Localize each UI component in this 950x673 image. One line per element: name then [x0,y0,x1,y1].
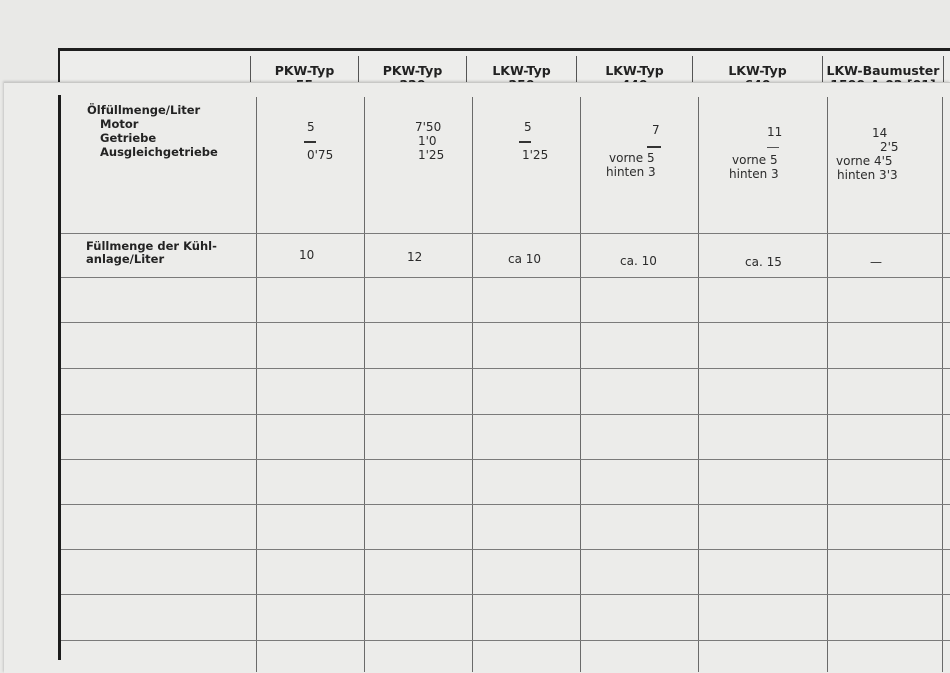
baumuster-gearbox-value: 2'5 [880,140,899,154]
grid-hline [61,277,950,278]
grid-hline [61,414,950,415]
lkw640-gearbox-dash [767,147,779,148]
pkw55-motor-value: 5 [307,120,315,134]
table-body-sheet [4,82,950,673]
oil-motor-label: Motor [100,117,139,131]
grid-hline [61,233,950,234]
grid-vline [580,97,581,672]
baumuster-diff-rear: hinten 3'3 [837,168,898,182]
pkw220-gearbox-value: 1'0 [418,134,437,148]
grid-vline [698,97,699,672]
pkw220-motor-value: 7'50 [415,120,442,134]
coolant-lkw250: ca 10 [508,252,542,266]
pkw220-differential-value: 1'25 [418,148,445,162]
grid-vline [364,97,365,672]
oil-gearbox-label: Getriebe [100,131,157,145]
oil-quantity-title: Ölfüllmenge/Liter [87,103,201,117]
coolant-pkw55: 10 [299,248,315,262]
lkw640-diff-rear: hinten 3 [729,167,779,181]
grid-hline [61,322,950,323]
coolant-quantity-title: Füllmenge der Kühl- [86,239,217,253]
pkw55-gearbox-dash [304,141,316,143]
grid-hline [61,368,950,369]
lkw250-differential-value: 1'25 [522,148,549,162]
table-left-border [58,95,61,660]
lkw440-diff-front: vorne 5 [609,151,655,165]
header-type: LKW-Baumuster [826,63,940,78]
grid-hline [61,640,950,641]
baumuster-motor-value: 14 [872,126,888,140]
header-type: LKW-Typ [728,63,787,78]
grid-hline [61,459,950,460]
coolant-quantity-unit: anlage/Liter [86,252,165,266]
lkw640-diff-front: vorne 5 [732,153,778,167]
pkw55-differential-value: 0'75 [307,148,334,162]
coolant-baumuster: — [870,255,882,269]
lkw640-motor-value: 11 [767,125,783,139]
grid-hline [61,504,950,505]
coolant-lkw440: ca. 10 [620,254,657,268]
header-type: LKW-Typ [492,63,551,78]
coolant-lkw640: ca. 15 [745,255,782,269]
lkw250-motor-value: 5 [524,120,532,134]
lkw440-gearbox-dash [647,146,661,148]
grid-hline [61,594,950,595]
baumuster-diff-front: vorne 4'5 [836,154,893,168]
grid-hline [61,549,950,550]
grid-vline [256,97,257,672]
lkw250-gearbox-dash [519,141,531,143]
header-type: PKW-Typ [274,63,335,78]
header-type: PKW-Typ [382,63,443,78]
grid-vline [472,97,473,672]
grid-vline [942,97,943,672]
oil-differential-label: Ausgleichgetriebe [100,145,218,159]
header-type: LKW-Typ [605,63,664,78]
lkw440-motor-value: 7 [652,123,660,137]
coolant-pkw220: 12 [407,250,423,264]
lkw440-diff-rear: hinten 3 [606,165,656,179]
grid-vline [827,97,828,672]
